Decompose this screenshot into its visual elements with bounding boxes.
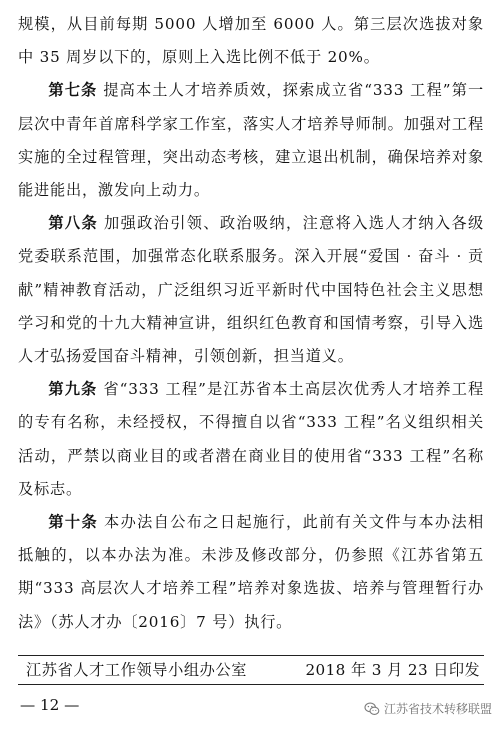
paragraph-text: 规模，从目前每期 5000 人增加至 6000 人。第三层次选拔对象中 35 周岁以下的，原则上入选比例不低于 20%。 [18,15,484,67]
article-label: 第九条 [48,380,98,399]
article-text: 加强政治引领、政治吸纳，注意将入选人才纳入各级党委联系范围，加强常态化联系服务。深入开展“爱国 · 奋斗 · 贡献”精神教育活动，广泛组织习近平新时代中国特色社会主义思想学习和党的十九大精神宣讲，组织红色教育和国情考察，引导入选人才弘扬爱国奋斗精神，引领创新，担当道义。 [18,214,484,366]
document-body [18,8,484,639]
article-label: 第七条 [48,81,98,100]
paragraph-intro [18,8,484,74]
article-7 [18,74,484,207]
footer-divider-bottom [18,684,484,685]
article-10 [18,506,484,639]
article-9 [18,373,484,506]
source-watermark [364,700,492,717]
wechat-icon [364,701,380,717]
article-label: 第八条 [48,214,99,233]
article-8 [18,207,484,373]
article-text: 省“333 工程”是江苏省本土高层次优秀人才培养工程的专有名称，未经授权，不得擅自以省“333 工程”名义组织相关活动，严禁以商业目的或者潜在商业目的使用省“333 工程”名称及标志。 [18,380,484,498]
footer-issuance-line [18,659,484,681]
watermark-text: 江苏省技术转移联盟 [383,702,492,716]
article-text: 提高本土人才培养质效，探索成立省“333 工程”第一层次中青年首席科学家工作室，落实人才培养导师制。加强对工程实施的全过程管理，突出动态考核，建立退出机制，确保培养对象能进能出，激发向上动力。 [18,81,484,200]
page-number: — 12 — [20,696,80,714]
article-text: 本办法自公布之日起施行，此前有关文件与本办法相抵触的，以本办法为准。未涉及修改部分，仍参照《江苏省第五期“333 高层次人才培养工程”培养对象选拔、培养与管理暂行办法》（苏人才办〔2016〕7 号）执行。 [18,513,484,631]
issuer-name: 江苏省人才工作领导小组办公室 [26,661,248,679]
issue-date: 2018 年 3 月 23 日印发 [305,661,480,679]
footer-divider-top [18,655,484,656]
article-label: 第十条 [48,513,99,532]
